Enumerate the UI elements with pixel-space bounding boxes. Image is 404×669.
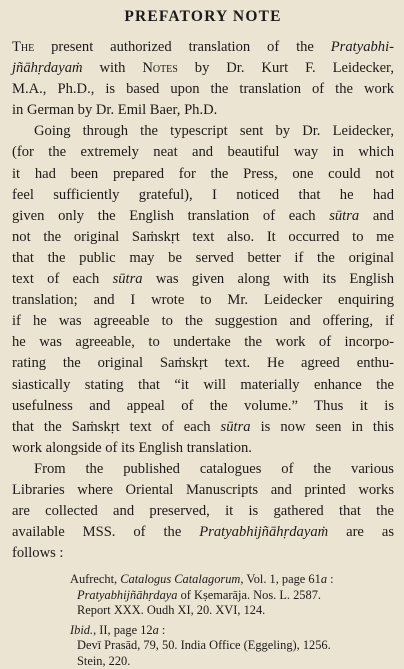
reference-line: Devī Prasād, 79, 50. India Office (Eggeling), 1256. — [77, 638, 331, 653]
text-line: (for the extremely neat and beautiful way in which — [12, 144, 394, 161]
text-line: M.A., Ph.D., is based upon the translation of the work — [12, 81, 394, 98]
paragraph-2 — [12, 121, 394, 459]
text-line: if he was agreeable to the suggestion and offering, if — [12, 313, 394, 330]
reference-entry — [70, 572, 394, 619]
paragraph-3 — [12, 459, 394, 564]
text-line: given only the English translation of each sūtra and — [12, 207, 394, 224]
paragraph-1 — [12, 37, 394, 121]
reference-entry — [70, 623, 394, 669]
reference-line: Pratyabhijñāhṛdaya of Kṣemarāja. Nos. L. 2587. — [77, 587, 321, 602]
text-line: siastically stating that “it will materially enhance the — [12, 376, 394, 393]
text-line: work alongside of its English translation. — [12, 439, 252, 456]
reference-heading: Ibid., II, page 12a : — [70, 622, 166, 637]
text-line: that the public may be served better if the original — [12, 249, 394, 266]
text-line: usefulness and appeal of the volume.” Thus it is — [12, 397, 394, 414]
text-line: that the Saṁskṛt text of each sūtra is now seen in this — [12, 418, 394, 435]
reference-heading: Aufrecht, Catalogus Catalagorum, Vol. 1, page 61a : — [70, 572, 334, 587]
text-line: From the published catalogues of the various — [34, 460, 394, 477]
text-line: Going through the typescript sent by Dr. Leidecker, — [34, 123, 394, 140]
reference-line: Report XXX. Oudh XI, 20. XVI, 124. — [77, 603, 266, 618]
text-line: it had been prepared for the Press, one could not — [12, 165, 394, 182]
text-line: follows : — [12, 545, 64, 562]
text-line: Libraries where Oriental Manuscripts and printed works — [12, 481, 394, 498]
page-title: PREFATORY NOTE — [124, 8, 282, 25]
manuscript-references — [12, 572, 394, 669]
text-line: available MSS. of the Pratyabhijñāhṛdayaṁ are as — [12, 524, 394, 541]
text-line: translation; and I wrote to Mr. Leidecker enquiring — [12, 292, 394, 309]
text-line: feel sufficiently grateful), I noticed that he had — [12, 186, 394, 203]
text-line: text of each sūtra was given along with its English — [12, 271, 395, 288]
text-line: not the original Saṁskṛt text also. It occurred to me — [12, 228, 394, 245]
text-line: jñāhṛdayaṁ with Notes by Dr. Kurt F. Leidecker, — [12, 60, 394, 77]
reference-line: Stein, 220. — [77, 653, 131, 668]
text-line: he was agreeable, to undertake the work of incorpo- — [12, 334, 394, 351]
text-line: The present authorized translation of the Pratyabhi- — [12, 39, 394, 55]
text-line: in German by Dr. Emil Baer, Ph.D. — [12, 102, 218, 119]
text-line: are collected and preserved, it is gathered that the — [12, 503, 394, 520]
text-line: rating the original Saṁskṛt text. He agreed enthu- — [12, 355, 394, 372]
